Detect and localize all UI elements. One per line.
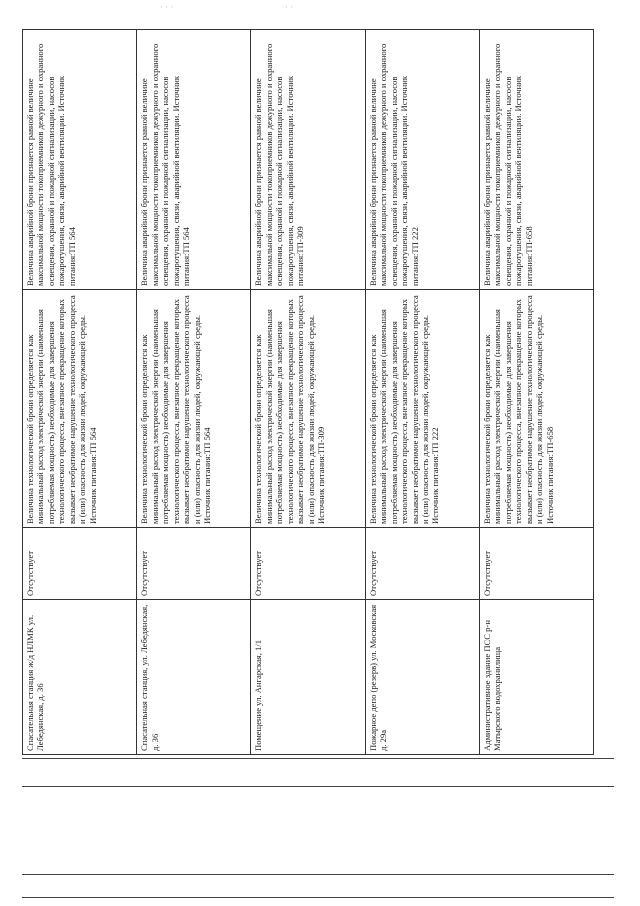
table-row xyxy=(23,30,137,755)
tech-reserve-cell: Величина технологической брони определяется как минимальный расход электрической энергии (наименьшая потребляемая мощность) необходимые для завершения технологического процесса, внезапное прекращение которых вызывает необратимое нарушение технологического процесса и (или) опасность для жизни людей, окружающей среды. Источник питания:ТП 222 xyxy=(365,290,479,528)
emergency-reserve-cell: Величина аварийной брони признается равной величине максимальной мощности токоприемников дежурного и охранного освещения, охранной и пожарной сигнализации, насосов пожаротушения, связи, аварийной вентиляции. Источник питания:ТП-309 xyxy=(251,30,365,290)
object-cell: Административное здание ПСС р-н Матырского водохранилища xyxy=(479,600,593,755)
table-row xyxy=(251,30,365,755)
power-reserve-table xyxy=(22,29,594,755)
table-row xyxy=(365,30,479,755)
tech-reserve-cell: Величина технологической брони определяется как минимальный расход электрической энергии (наименьшая потребляемая мощность) необходимые для завершения технологического процесса, внезапное прекращение которых вызывает необратимое нарушение технологического процесса и (или) опасность для жизни людей, окружающей среды. Источник питания:ТП-658 xyxy=(479,290,593,528)
divider-line xyxy=(22,874,614,875)
rotated-table-wrapper xyxy=(22,30,594,755)
divider-line xyxy=(22,786,614,787)
object-cell: Пожарное депо (резерв) ул. Московская д. 29а xyxy=(365,600,479,755)
emergency-reserve-cell: Величина аварийной брони признается равной величине максимальной мощности токоприемников дежурного и охранного освещения, охранной и пожарной сигнализации, насосов пожаротушения, связи, аварийной вентиляции. Источник питания:ТП 564 xyxy=(137,30,251,290)
scan-mark: · · xyxy=(285,2,294,12)
emergency-reserve-cell: Величина аварийной брони признается равной величине максимальной мощности токоприемников дежурного и охранного освещения, охранной и пожарной сигнализации, насосов пожаротушения, связи, аварийной вентиляции. Источник питания:ТП 222 xyxy=(365,30,479,290)
absence-cell: Отсутствует xyxy=(137,528,251,600)
divider-line xyxy=(22,897,614,898)
tech-reserve-cell: Величина технологической брони определяется как минимальный расход электрической энергии (наименьшая потребляемая мощность) необходимые для завершения технологического процесса, внезапное прекращение которых вызывает необратимое нарушение технологического процесса и (или) опасность для жизни людей, окружающей среды. Источник питания:ТП 564 xyxy=(23,290,137,528)
object-cell: Спасательная станция, ул. Лебедянская, д. 36 xyxy=(137,600,251,755)
emergency-reserve-cell: Величина аварийной брони признается равной величине максимальной мощности токоприемников дежурного и охранного освещения, охранной и пожарной сигнализации, насосов пожаротушения, связи, аварийной вентиляции. Источник питания:ТП-658 xyxy=(479,30,593,290)
divider-line xyxy=(22,758,614,759)
absence-cell: Отсутствует xyxy=(365,528,479,600)
object-cell: Спасательная станция ж/д НЛМК ул. Лебедянская, д. 36 xyxy=(23,600,137,755)
scan-mark: · · · xyxy=(160,2,174,12)
absence-cell: Отсутствует xyxy=(251,528,365,600)
tech-reserve-cell: Величина технологической брони определяется как минимальный расход электрической энергии (наименьшая потребляемая мощность) необходимые для завершения технологического процесса, внезапное прекращение которых вызывает необратимое нарушение технологического процесса и (или) опасность для жизни людей, окружающей среды. Источник питания:ТП 564 xyxy=(137,290,251,528)
tech-reserve-cell: Величина технологической брони определяется как минимальный расход электрической энергии (наименьшая потребляемая мощность) необходимые для завершения технологического процесса, внезапное прекращение которых вызывает необратимое нарушение технологического процесса и (или) опасность для жизни людей, окружающей среды. Источник питания:ТП-309 xyxy=(251,290,365,528)
table-row xyxy=(137,30,251,755)
object-cell: Помещение ул. Ангарская, 1/1 xyxy=(251,600,365,755)
table-row xyxy=(479,30,593,755)
absence-cell: Отсутствует xyxy=(23,528,137,600)
absence-cell: Отсутствует xyxy=(479,528,593,600)
emergency-reserve-cell: Величина аварийной брони признается равной величине максимальной мощности токоприемников дежурного и охранного освещения, охранной и пожарной сигнализации, насосов пожаротушения, связи, аварийной вентиляции. Источник питания:ТП 564 xyxy=(23,30,137,290)
